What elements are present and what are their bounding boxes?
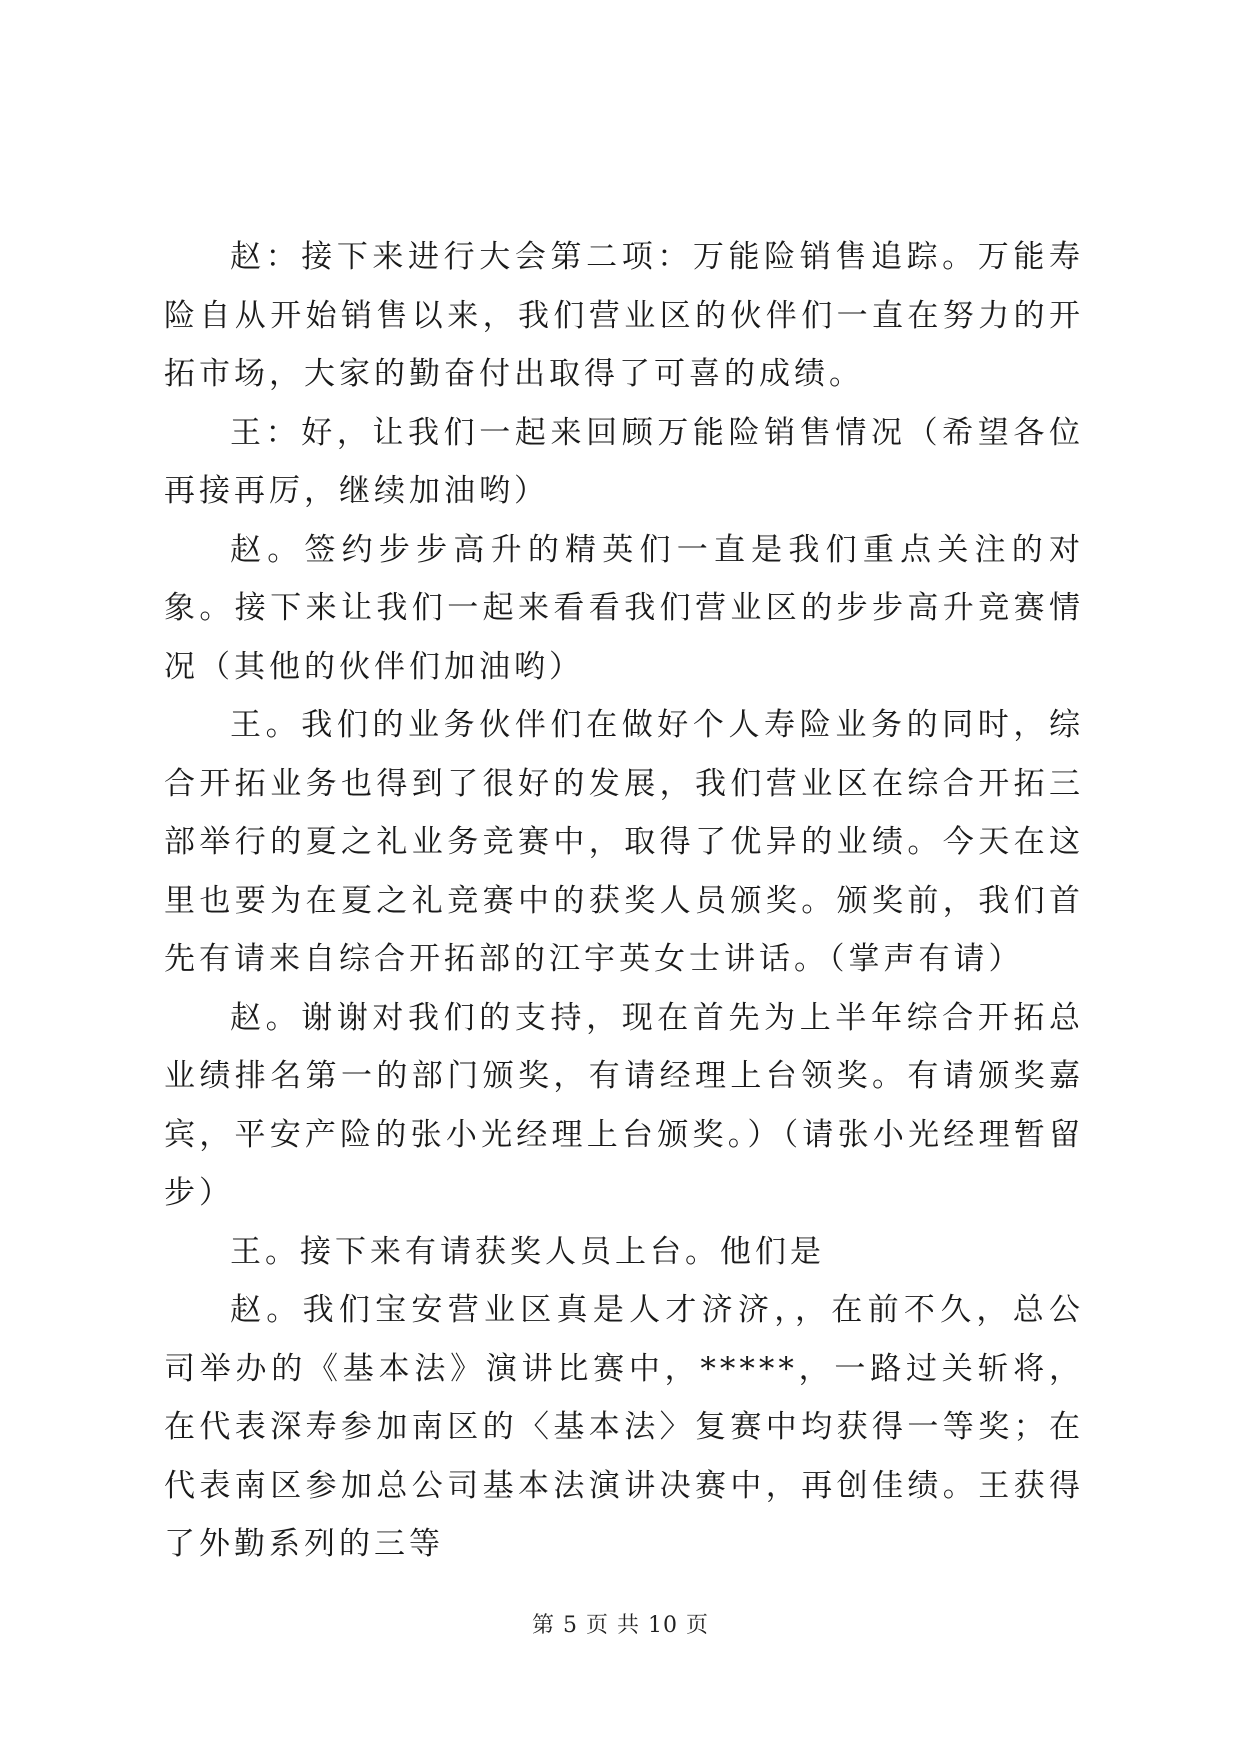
paragraph-7: 赵。我们宝安营业区真是人才济济，，在前不久，总公司举办的《基本法》演讲比赛中，*****，一路过关斩将，在代表深寿参加南区的〈基本法〉复赛中均获得一等奖；在代表南区参加总公司基本法演讲决赛中，再创佳绩。王获得了外勤系列的三等	[164, 1292, 1084, 1562]
document-body	[164, 228, 1084, 1574]
paragraph-2: 王：好，让我们一起来回顾万能险销售情况（希望各位再接再厉，继续加油哟）	[164, 414, 1084, 509]
paragraph-6: 王。接下来有请获奖人员上台。他们是	[230, 1233, 825, 1270]
paragraph-5: 赵。谢谢对我们的支持，现在首先为上半年综合开拓总业绩排名第一的部门颁奖，有请经理上台领奖。有请颁奖嘉宾，平安产险的张小光经理上台颁奖。）（请张小光经理暂留步）	[164, 999, 1084, 1211]
page-number-footer: 第 5 页 共 10 页	[532, 1613, 709, 1638]
paragraph-4: 王。我们的业务伙伴们在做好个人寿险业务的同时，综合开拓业务也得到了很好的发展，我们营业区在综合开拓三部举行的夏之礼业务竞赛中，取得了优异的业绩。今天在这里也要为在夏之礼竞赛中的获奖人员颁奖。颁奖前，我们首先有请来自综合开拓部的江宇英女士讲话。（掌声有请）	[164, 707, 1084, 977]
paragraph-1: 赵：接下来进行大会第二项：万能险销售追踪。万能寿险自从开始销售以来，我们营业区的伙伴们一直在努力的开拓市场，大家的勤奋付出取得了可喜的成绩。	[164, 239, 1084, 392]
paragraph-3: 赵。签约步步高升的精英们一直是我们重点关注的对象。接下来让我们一起来看看我们营业区的步步高升竞赛情况（其他的伙伴们加油哟）	[164, 531, 1084, 685]
